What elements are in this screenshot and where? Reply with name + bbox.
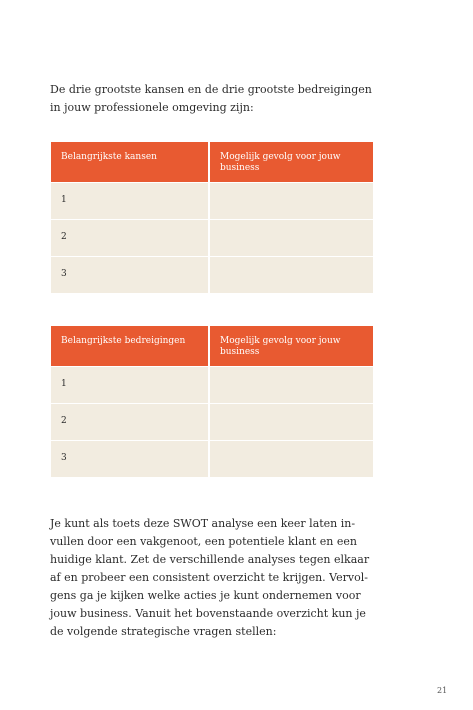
header-mogelijk-gevolg: Mogelijk gevolg voor jouw business bbox=[210, 326, 373, 366]
gevolg-cell[interactable] bbox=[210, 256, 373, 293]
table-row bbox=[51, 366, 373, 403]
body-line: huidige klant. Zet de verschillende analyses tegen elkaar bbox=[50, 553, 370, 566]
table-header-row bbox=[51, 326, 373, 366]
body-line: vullen door een vakgenoot, een potentiele klant en een bbox=[50, 535, 357, 548]
table-header-row bbox=[51, 142, 373, 182]
gevolg-cell[interactable] bbox=[210, 366, 373, 403]
row-number-cell[interactable]: 3 bbox=[51, 440, 210, 477]
body-line: de volgende strategische vragen stellen: bbox=[50, 625, 277, 638]
table-row bbox=[51, 219, 373, 256]
gevolg-cell[interactable] bbox=[210, 440, 373, 477]
intro-line: De drie grootste kansen en de drie grootste bedreigingen bbox=[50, 83, 372, 96]
table-row bbox=[51, 182, 373, 219]
bedreigingen-table bbox=[51, 326, 373, 477]
table-row bbox=[51, 256, 373, 293]
body-line: jouw business. Vanuit het bovenstaande overzicht kun je bbox=[50, 607, 366, 620]
body-line: gens ga je kijken welke acties je kunt ondernemen voor bbox=[50, 589, 361, 602]
header-belangrijkste-bedreigingen: Belangrijkste bedreigingen bbox=[51, 326, 210, 366]
table-row bbox=[51, 403, 373, 440]
row-number-cell[interactable]: 2 bbox=[51, 219, 210, 256]
header-belangrijkste-kansen: Belangrijkste kansen bbox=[51, 142, 210, 182]
gevolg-cell[interactable] bbox=[210, 219, 373, 256]
gevolg-cell[interactable] bbox=[210, 403, 373, 440]
row-number-cell[interactable]: 2 bbox=[51, 403, 210, 440]
row-number-cell[interactable]: 3 bbox=[51, 256, 210, 293]
row-number-cell[interactable]: 1 bbox=[51, 182, 210, 219]
body-line: Je kunt als toets deze SWOT analyse een keer laten in- bbox=[50, 517, 356, 530]
page-number: 21 bbox=[437, 686, 448, 695]
body-paragraph bbox=[50, 515, 380, 641]
intro-line: in jouw professionele omgeving zijn: bbox=[50, 101, 254, 114]
intro-paragraph bbox=[50, 81, 380, 117]
header-mogelijk-gevolg: Mogelijk gevolg voor jouw business bbox=[210, 142, 373, 182]
kansen-table bbox=[51, 142, 373, 293]
table-row bbox=[51, 440, 373, 477]
body-line: af en probeer een consistent overzicht te krijgen. Vervol- bbox=[50, 571, 368, 584]
gevolg-cell[interactable] bbox=[210, 182, 373, 219]
row-number-cell[interactable]: 1 bbox=[51, 366, 210, 403]
